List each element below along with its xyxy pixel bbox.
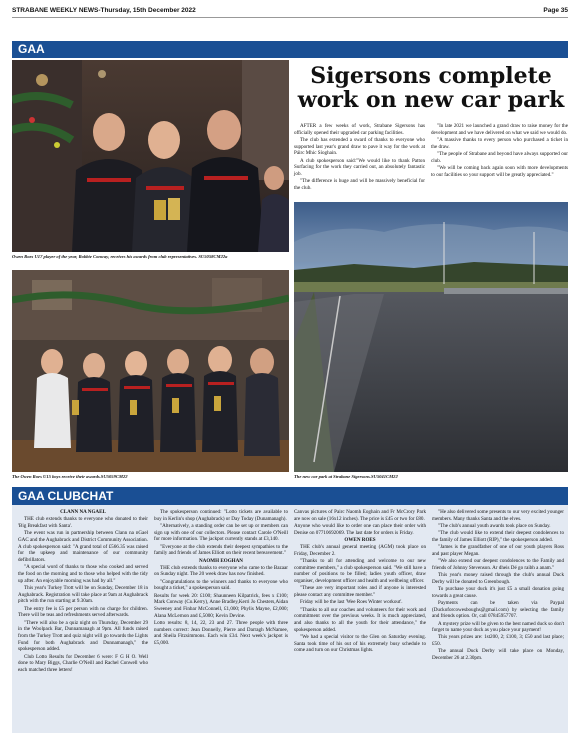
club-paragraph: THE club extends thanks to everyone who donated to their 'Big Breakfast with Santa'. — [18, 516, 148, 529]
club-paragraph: "Thanks to all for attending and welcome to our new committee members," a club spokesperson said. "We still have a number of positions to be filled; ladies youth officer, draw organiser, development officer and health and wellbeing officer. — [294, 558, 426, 585]
photo-u15-image — [12, 270, 289, 472]
club-paragraph: This years prizes are: 1st200, 2; £100, 3; £50 and last place; £50. — [432, 634, 564, 648]
club-paragraph: "We also extend our deepest condolences to the Family and friends of Johnny Stevenson. Ar dheis Dé go raibh a anam." — [432, 558, 564, 571]
club-paragraph: Lotto results: 8, 14, 22, 23 and 27. Three people with three numbers correct: Jean Donnelly, Pierre and Darragh McNamee, and Sheila Fitzsimmons. Each win £34. Next week's jackpot is £5,000. — [154, 620, 288, 647]
club-paragraph: "He also delivered some presents to our very excited younger members. Many thanks Santa and the elves. — [432, 509, 564, 522]
clubchat-column-1 — [18, 509, 148, 674]
club-paragraph: "Everyone at the club extends their deepest sympathies to the family and friends of James Elliott on their recent bereavement." — [154, 543, 288, 557]
section-bar-gaa: GAA — [12, 41, 568, 58]
club-heading: CLANN NA NGAEL — [60, 509, 106, 515]
club-paragraph: Payments can be taken via Paypal (Duckoforcowesboughs@gmail.com) by selecting the family and friends option. Or, call 07845957707. — [432, 599, 564, 620]
article-column-1 — [294, 123, 425, 192]
club-paragraph: THE club extends thanks to everyone who came to the Bazaar on Sunday night. The 20 week draw has now finished. — [154, 564, 288, 578]
clubchat-column-2 — [154, 509, 288, 647]
page-number: Page 35 — [543, 7, 568, 14]
club-paragraph: The annual Duck Derby will take place on Monday, December 26 at 2.30pm. — [432, 648, 564, 662]
club-paragraph: "A special word of thanks to those who cooked and served the food on the morning and to those who helped with the tidy up after. An enjoyable morning was had by all." — [18, 564, 148, 584]
article-paragraph: "In late 2021 we launched a grand draw to raise money for the development and we have delivered on what we said we would do. — [431, 123, 568, 136]
photo-u15-awards — [12, 270, 289, 472]
club-paragraph: Friday will be the last 'Wee Roes Winter workout'. — [300, 599, 403, 606]
photo-car-park — [294, 202, 568, 472]
caption-photo-car-park: The new car park at Strabane Sigersons.SU5041CM22 — [294, 474, 398, 479]
club-paragraph: "Thanks to all our coaches and volunteers for their work and commitment over the previous weeks. It is much appreciated, and also thanks to all the youth for their attendance," the spokesperson added. — [294, 606, 426, 633]
club-paragraph: "The club's annual youth awards took place on Sunday. — [438, 522, 551, 529]
section-bar-clubchat: GAA CLUBCHAT — [12, 487, 568, 505]
club-heading: OWEN ROES — [344, 536, 376, 543]
club-paragraph: The spokesperson continued: "Lotto tickets are available to buy in Kerlin's shop (Aughabrack) or Day Today (Dunamanagh). — [154, 509, 288, 522]
club-paragraph: The entry fee is £5 per person with no charge for children. There will be teas and refreshments served afterwards. — [18, 605, 148, 619]
club-paragraph: "Congratulations to the winners and thanks to everyone who bought a ticket," a spokesperson said. — [154, 578, 288, 592]
article-column-2 — [431, 123, 568, 179]
article-paragraph: "The people of Strabane and beyond have always supported our club. — [431, 150, 568, 164]
club-paragraph: THE club's annual general meeting (AGM) took place on Friday, December 2. — [294, 544, 426, 557]
article-paragraph: "A massive thanks to every person who purchased a ticket in the draw. — [431, 136, 568, 150]
club-paragraph: "These are very important roles and if anyone is interested please contact any committee member." — [294, 585, 426, 599]
club-paragraph: "There will also be a quiz night on Thursday, December 29 in the Woolpack Bar, Dunnamanagh at 9pm. All funds raised from the Turkey Trott and quiz night will go towards the Lights Fund for both Aughabrack and Dunnamanagh," the spokesperson added. — [18, 619, 148, 653]
caption-photo-u15: The Owen Roes U15 boys receive their awards.SU5059CM22 — [12, 474, 128, 479]
club-paragraph: This year's money raised through the club's annual Duck Derby will be donated to Greenbough. — [432, 571, 564, 585]
page-header — [12, 4, 568, 18]
article-paragraph: A club spokesperson said:"We would like to thank Patton Surfacing for the work they carried out, an absolutely fantastic job. — [294, 157, 425, 178]
article-paragraph: The club has extended a sward of thanks to everyone who supported last year's grand draw to pave it way for the work at Páirc Mhic Síoghain. — [294, 136, 425, 157]
club-paragraph: The event was run in partnership between Clann na nGael GAC and the Aughabrack and District Community Association. A club spokesperson said: "A grand total of £566.35 was raised for the upkeep and maintenance of our community defibrillators. — [18, 530, 148, 564]
clubchat-column-4 — [432, 509, 564, 662]
club-paragraph: Anyone who would like to order one can place their order with Denise on 07710692069. The last date for orders is Friday. — [294, 522, 426, 536]
photo-award-presentation — [12, 60, 289, 252]
clubchat-column-3 — [294, 509, 426, 655]
photo-award-image — [12, 60, 289, 252]
club-paragraph: To purchase your duck it's just £5 a small donation going towards a great cause. — [432, 585, 564, 599]
photo-car-park-image — [294, 202, 568, 472]
club-paragraph: "Alternatively, a standing order can be set up or members can sign up with one of our collectors. Please contact Carole O'Neill for more information. The jackpot currently stands at £3,140. — [154, 522, 288, 543]
article-paragraph: "We will be coming back again soon with more developments to our facilities so your support will be greatly appreciated." — [431, 164, 568, 178]
club-paragraph: "The club would like to extend their deepest condolences to the family of James Elliott (RIP)," the spokesperson added. — [432, 530, 564, 543]
club-heading: NAOMH EOGHAN — [198, 557, 243, 564]
article-paragraph: "The difference is huge and will be massively beneficial for the club. — [294, 178, 425, 191]
club-paragraph: This year's Turkey Trott will be on Sunday, December 18 in Aughabrack. Registration will take place at 9am at Aughabrack pitch with the run starting at 9.30am. — [18, 584, 148, 605]
club-paragraph: A mystery prize will be given to the best named duck so don't forget to name your duck as you place your payment! — [432, 620, 564, 634]
caption-photo-award: Owen Roes U17 player of the year, Robbie Conway, receives his awards from club representatives. SU5058CM22a — [12, 254, 228, 259]
masthead-date: STRABANE WEEKLY NEWS-Thursday, 15th December 2022 — [12, 7, 196, 14]
article-paragraph: AFTER a few weeks of work, Strabane Sigersons has officially opened their upgraded car parking facilities. — [294, 123, 425, 136]
club-paragraph: "We had a special visitor to the Glen on Saturday evening. Santa took time of his out of his extremely busy schedule to come and turn on our Christmas lights. — [294, 633, 426, 654]
club-paragraph: Club Lotto Results for December 6 were: F G H O. Well done to Mary Biggs, Charlie O'Neill and Rachel Conwell who each matched three letters! — [18, 653, 148, 674]
article-headline: Sigersons complete work on new car park — [297, 63, 565, 114]
club-paragraph: "James is the grandfather of one of our youth players Ross and past player Megan. — [432, 544, 564, 557]
club-paragraph: Canvas pictures of Pairc Naomh Eoghain and Fr McCrory Park are now on sale (16x12 inches). The price is £45 or two for £80. — [294, 509, 426, 522]
club-paragraph: Results for week 20: £100; Shaunneen Kilpatrick, fees x £100; Mark Conway (Co.Kerry), Anne Bradley,Kerri Jo Chesters,Aidan Sweeney and Finbar McConnell, £1,000; Phylis Mayne, £2,000; Alana McLernon and £,5000; Kevin Devine. — [154, 592, 288, 619]
